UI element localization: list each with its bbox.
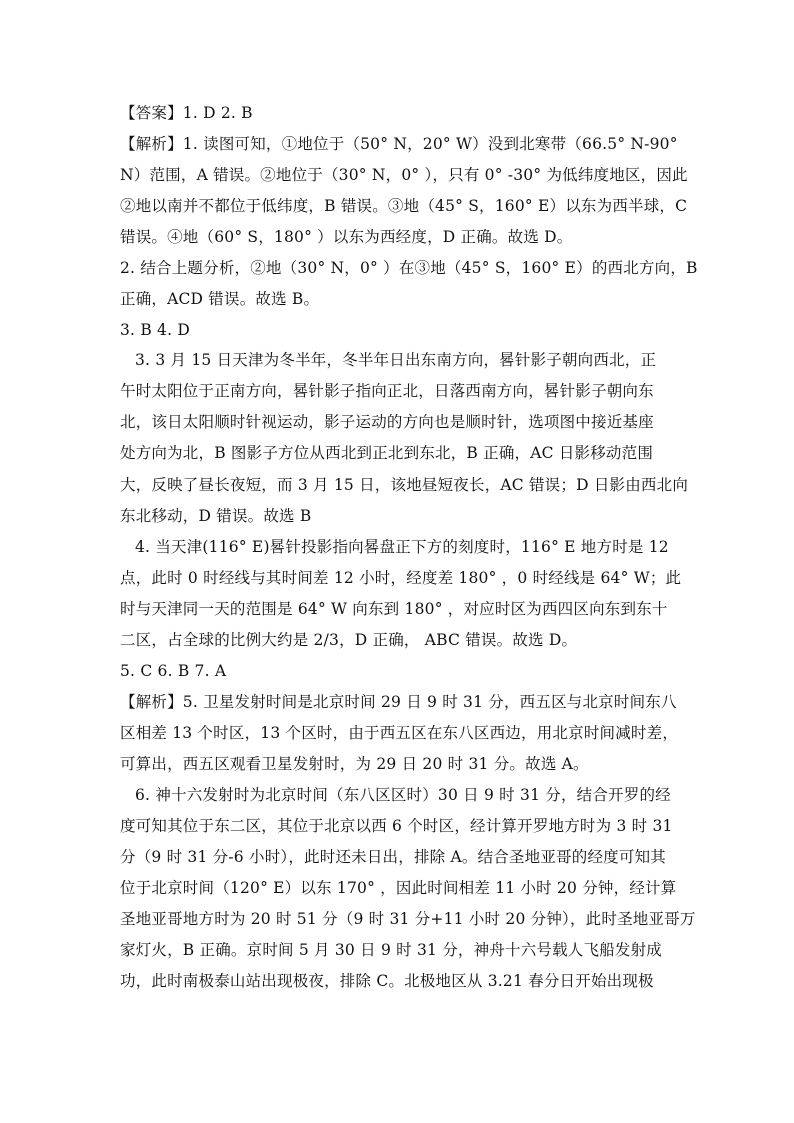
answer-line-1-2: 【答案】1. D 2. B: [120, 104, 253, 122]
text-line: N）范围，A 错误。②地位于（30° N，0° ），只有 0° -30° 为低纬度地区，因此: [120, 166, 688, 184]
text-line: 【解析】1. 读图可知，①地位于（50° N，20° W）没到北寒带（66.5° N-90°: [120, 135, 678, 153]
text-line: 家灯火，B 正确。京时间 5 月 30 日 9 时 31 分，神舟十六号载人飞船发射成: [120, 941, 663, 959]
text-line: 二区，占全球的比例大约是 2/3，D 正确， ABC 错误。故选 D。: [120, 631, 578, 649]
text-line: 圣地亚哥地方时为 20 时 51 分（9 时 31 分+11 小时 20 分钟），此时圣地亚哥万: [120, 910, 696, 928]
text-line: 功，此时南极泰山站出现极夜，排除 C。北极地区从 3.21 春分日开始出现极: [120, 972, 654, 990]
text-line: 4. 当天津(116° E)晷针投影指向晷盘正下方的刻度时，116° E 地方时是 12: [135, 538, 669, 556]
text-line: 时与天津同一天的范围是 64° W 向东到 180° ，对应时区为西四区向东到东十: [120, 600, 668, 618]
text-line: 度可知其位于东二区，其位于北京以西 6 个时区，经计算开罗地方时为 3 时 31: [120, 817, 673, 835]
text-line: 3. 3 月 15 日天津为冬半年，冬半年日出东南方向，晷针影子朝向西北，正: [135, 351, 657, 369]
text-line: 2. 结合上题分析，②地（30° N，0° ）在③地（45° S，160° E）的西北方向，B: [120, 259, 698, 277]
text-line: 位于北京时间（120° E）以东 170° ，因此时间相差 11 小时 20 分钟，经计算: [120, 879, 677, 897]
answer-line-5-7: 5. C 6. B 7. A: [120, 662, 227, 680]
text-line: 错误。④地（60° S，180° ）以东为西经度，D 正确。故选 D。: [120, 228, 573, 246]
text-line: 北，该日太阳顺时针视运动，影子运动的方向也是顺时针，选项图中接近基座: [120, 413, 654, 431]
text-line: 点，此时 0 时经线与其时间差 12 小时，经度差 180° ，0 时经线是 64° W；此: [120, 569, 682, 587]
text-line: 大，反映了昼长夜短，而 3 月 15 日，该地昼短夜长，AC 错误；D 日影由西北向: [120, 476, 689, 494]
text-line: 处方向为北，B 图影子方位从西北到正北到东北，B 正确，AC 日影移动范围: [120, 444, 654, 462]
text-line: 午时太阳位于正南方向，晷针影子指向正北，日落西南方向，晷针影子朝向东: [120, 382, 654, 400]
text-line: 可算出，西五区观看卫星发射时，为 29 日 20 时 31 分。故选 A。: [120, 755, 589, 773]
answer-line-3-4: 3. B 4. D: [120, 321, 190, 339]
text-line: 分（9 时 31 分-6 小时），此时还未日出，排除 A。结合圣地亚哥的经度可知其: [120, 848, 666, 866]
text-line: 区相差 13 个时区，13 个区时，由于西五区在东八区西边，用北京时间减时差，: [120, 724, 679, 742]
text-line: 【解析】5. 卫星发射时间是北京时间 29 日 9 时 31 分，西五区与北京时间东八: [120, 693, 677, 711]
text-line: ②地以南并不都位于低纬度，B 错误。③地（45° S，160° E）以东为西半球，C: [120, 197, 688, 215]
text-line: 6. 神十六发射时为北京时间（东八区区时）30 日 9 时 31 分，结合开罗的经: [135, 786, 671, 804]
text-line: 东北移动，D 错误。故选 B: [120, 507, 312, 525]
text-line: 正确，ACD 错误。故选 B。: [120, 290, 320, 308]
